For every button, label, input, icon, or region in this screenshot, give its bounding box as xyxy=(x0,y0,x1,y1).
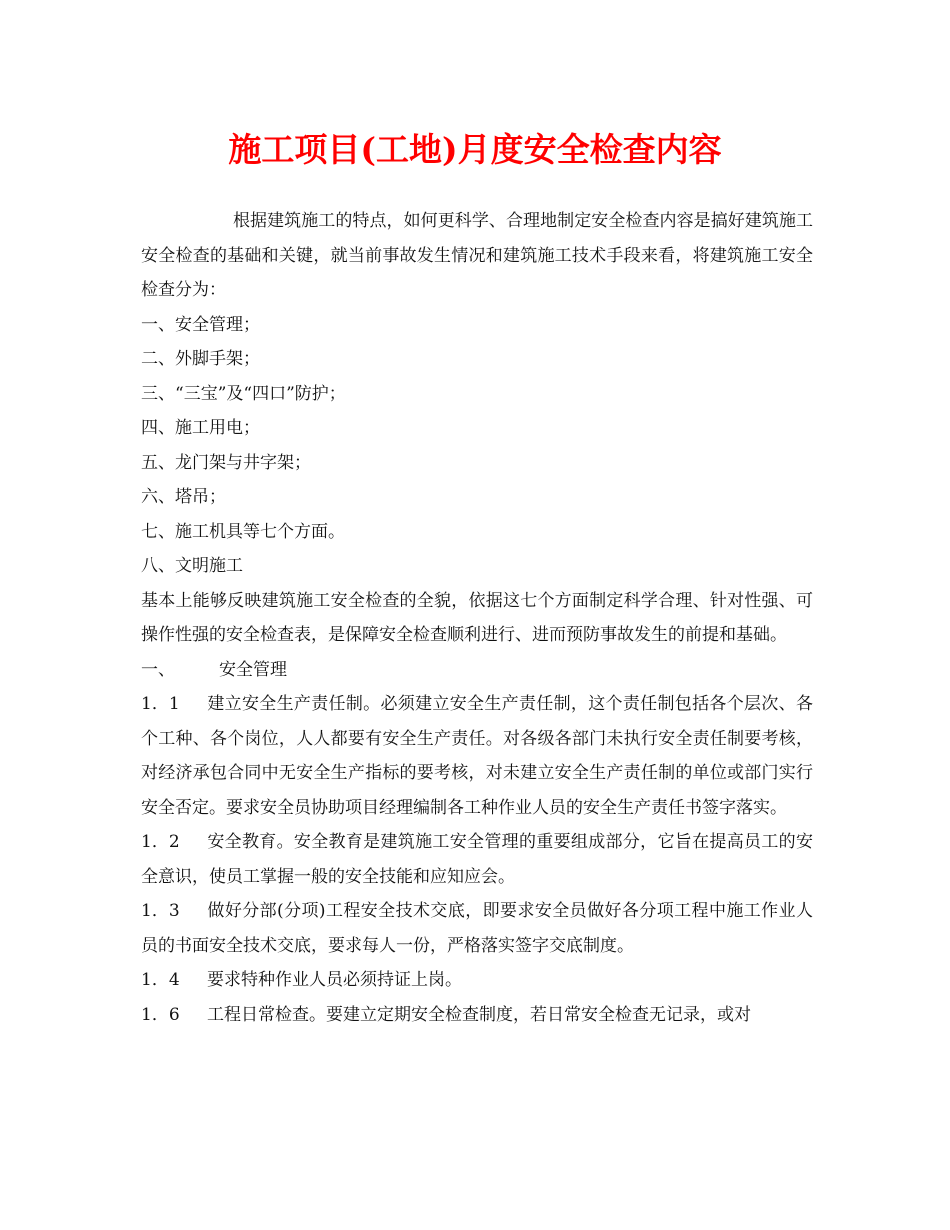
clause-number: 1．3 xyxy=(141,901,180,921)
clause-text: 做好分部(分项)工程安全技术交底，即要求安全员做好各分项工程中施工作业人员的书面安全技术交底，要求每人一份，严格落实签字交底制度。 xyxy=(141,901,813,956)
section-number: 一、 xyxy=(141,659,175,680)
category-item: 三、“三宝”及“四口”防护； xyxy=(141,383,346,404)
clause-number: 1．6 xyxy=(141,1004,180,1025)
clause-item xyxy=(141,894,813,963)
section-title: 安全管理 xyxy=(219,659,287,680)
clause-item xyxy=(141,687,813,825)
category-item: 七、施工机具等七个方面。 xyxy=(141,521,345,542)
category-item: 二、外脚手架； xyxy=(141,349,260,369)
intro-paragraph: 根据建筑施工的特点，如何更科学、合理地制定安全检查内容是搞好建筑施工安全检查的基础和关键，就当前事故发生情况和建筑施工技术手段来看，将建筑施工安全检查分为： xyxy=(141,211,813,300)
clause-text: 建立安全生产责任制。必须建立安全生产责任制，这个责任制包括各个层次、各个工种、各个岗位，人人都要有安全生产责任。对各级各部门未执行安全责任制要考核，对经济承包合同中无安全生产指标的要考核，对未建立安全生产责任制的单位或部门实行安全否定。要求安全员协助项目经理编制各工种作业人员的安全生产责任书签字落实。 xyxy=(141,694,813,818)
category-item: 六、塔吊； xyxy=(141,487,226,507)
category-item: 一、安全管理； xyxy=(141,314,260,335)
clause-text: 工程日常检查。要建立定期安全检查制度，若日常安全检查无记录，或对 xyxy=(207,1004,751,1025)
category-list xyxy=(141,308,813,584)
summary-paragraph: 基本上能够反映建筑施工安全检查的全貌，依据这七个方面制定科学合理、针对性强、可操作性强的安全检查表，是保障安全检查顺利进行、进而预防事故发生的前提和基础。 xyxy=(141,590,813,645)
clause-number: 1．1 xyxy=(141,694,180,714)
clause-number: 1．2 xyxy=(141,832,180,852)
clause-item xyxy=(141,825,813,894)
category-item: 四、施工用电； xyxy=(141,418,260,438)
clause-item xyxy=(141,998,813,1033)
section-heading xyxy=(141,653,813,688)
document-body xyxy=(141,204,813,1032)
clause-text: 要求特种作业人员必须持证上岗。 xyxy=(207,970,462,990)
category-item: 五、龙门架与井字架； xyxy=(141,452,311,473)
clause-number: 1．4 xyxy=(141,970,180,990)
clause-text: 安全教育。安全教育是建筑施工安全管理的重要组成部分，它旨在提高员工的安全意识，使员工掌握一般的安全技能和应知应会。 xyxy=(141,832,813,887)
page-title: 施工项目(工地)月度安全检查内容 xyxy=(228,130,722,169)
clause-item xyxy=(141,963,813,998)
category-item: 八、文明施工 xyxy=(141,556,243,576)
